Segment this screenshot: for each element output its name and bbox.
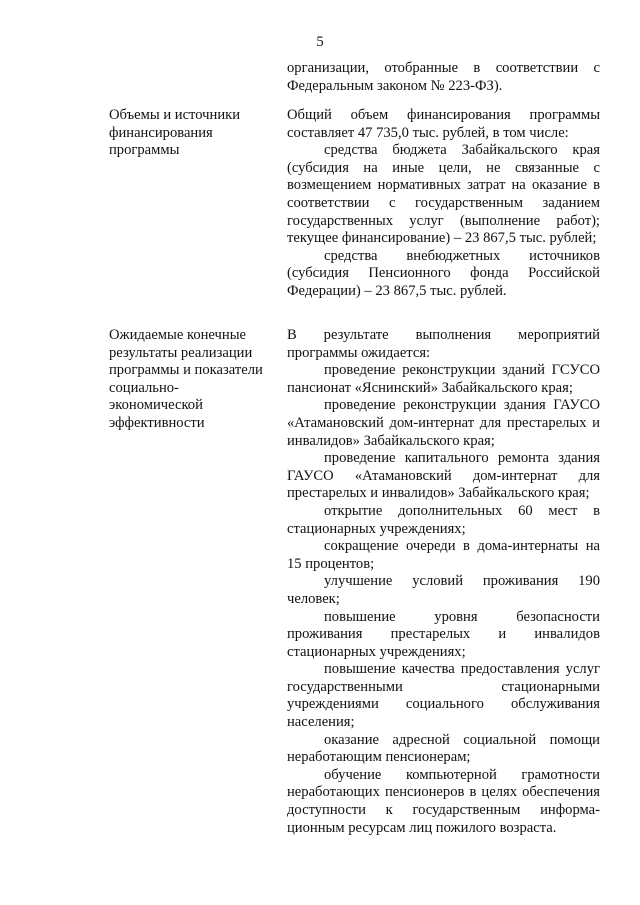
results-content	[287, 327, 600, 837]
financing-paragraph: средства внебюджетных источников (субсидия Пенсионного фонда Российской Федерации) – 23 867,5 тыс. рублей.	[287, 247, 600, 299]
financing-label	[109, 107, 279, 160]
label-line: экономической	[109, 397, 203, 414]
results-paragraph: повышение качества предоставления услуг государственными стационарными учреждениями социального обслуживания населения;	[287, 661, 600, 731]
results-paragraph: повышение уровня безопасности проживания престарелых и инвалидов стационарных учреждениях;	[287, 608, 600, 660]
continuation-text: организации, отобранные в соответствии с Федеральным законом № 223-ФЗ).	[287, 60, 600, 94]
label-line: результаты реализации	[109, 344, 253, 361]
results-label	[109, 327, 279, 433]
results-paragraph: открытие дополнительных 60 мест в стационарных учреждениях;	[287, 502, 600, 537]
label-line: финансирования	[109, 124, 213, 141]
results-paragraph: сокращение очереди в дома-интернаты на 15 процентов;	[287, 538, 600, 572]
label-line: программы	[109, 142, 180, 159]
label-line: эффективности	[109, 414, 205, 431]
financing-content	[287, 107, 600, 301]
label-line: Ожидаемые конечные	[109, 327, 246, 343]
results-paragraph: проведение реконструкции здания ГАУСО «Атамановский дом-интернат для престарелых и инвалидов» Забайкальского края;	[287, 397, 600, 449]
results-paragraph: В результате выполнения мероприятий программы ожидается:	[287, 327, 600, 361]
results-paragraph: улучшение условий проживания 190 человек;	[287, 573, 600, 607]
financing-paragraph: Общий объем финансирования программы составляет 47 735,0 тыс. рублей, в том числе:	[287, 107, 600, 141]
results-paragraph: оказание адресной социальной помощи неработающим пенсионерам;	[287, 731, 600, 766]
financing-paragraph: средства бюджета Забайкальского края (субсидия на иные цели, не связанные с возмещением нормативных затрат на оказание в соответствии с государственным заданием государственных услуг (выполнение работ); текущее финансирование) – 23 867,5 тыс. рублей;	[287, 142, 600, 247]
label-line: Объемы и источники	[109, 107, 241, 123]
continuation-text-block	[287, 60, 600, 95]
results-paragraph: проведение капитального ремонта здания ГАУСО «Атамановский дом-интернат для престарелых и инвалидов» Забайкальского края;	[287, 450, 600, 502]
label-line: программы и показатели	[109, 362, 263, 379]
results-paragraph: обучение компьютерной грамотности неработающих пенсионеров в целях обеспечения доступности к государственным информа-ционным ресурсам лиц пожилого возраста.	[287, 766, 600, 836]
results-paragraph: проведение реконструкции зданий ГСУСО пансионат «Яснинский» Забайкальского края;	[287, 362, 600, 396]
label-line: социально-	[109, 379, 179, 396]
page-number: 5	[316, 34, 324, 50]
